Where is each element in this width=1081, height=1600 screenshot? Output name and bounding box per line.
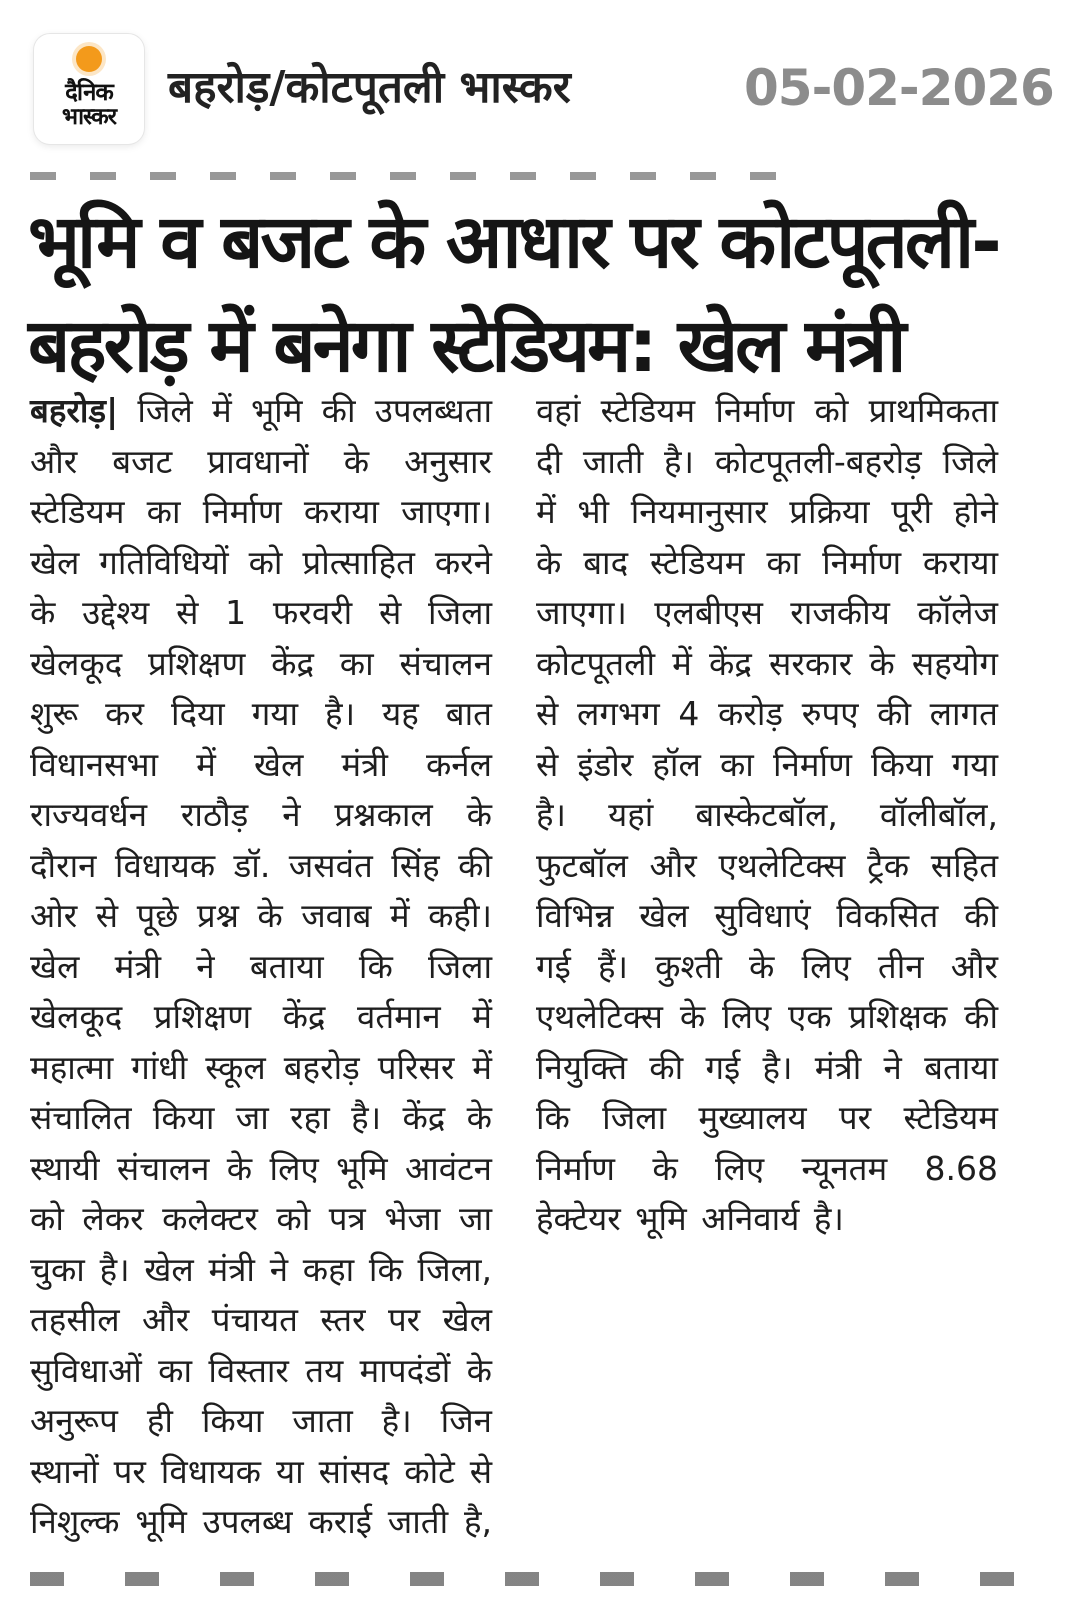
- article-text: जिले में भूमि की उपलब्धता और बजट प्रावधानों के अनुसार स्टेडियम का निर्माण कराया जाएगा। खेल गतिविधियों को प्रोत्साहित करने के उद्देश्य से 1 फरवरी से जिला खेलकूद प्रशिक्षण केंद्र का संचालन शुरू कर दिया गया है। यह बात विधानसभा में खेल मंत्री कर्नल राज्यवर्धन राठौड़ ने प्रश्नकाल के दौरान विधायक डॉ. जसवंत सिंह की ओर से पूछे प्रश्न के जवाब में कही। खेल मंत्री ने बताया कि जिला खेलकूद प्रशिक्षण केंद्र वर्तमान में महात्मा गांधी स्कूल बहरोड़ परिसर में संचालित किया जा रहा है। केंद्र के स्थायी संचालन के लिए भूमि आवंटन को लेकर कलेक्टर को पत्र भेजा जा चुका है। खेल मंत्री ने कहा कि जिला, तहसील और पंचायत स्तर पर खेल सुविधाओं का विस्तार तय मापदंडों के अनुरूप ही किया जाता है। जिन स्थानों पर विधायक या सांसद कोटे से निशुल्क भूमि उपलब्ध कराई जाती है, वहां स्टेडियम निर्माण को प्राथमिकता दी जाती है। कोटपूतली-बहरोड़ जिले में भी नियमानुसार प्रक्रिया पूरी होने के बाद स्टेडियम का निर्माण कराया जाएगा। एलबीएस राजकीय कॉलेज कोटपूतली में केंद्र सरकार के सहयोग से लगभग 4 करोड़ रुपए की लागत से इंडोर हॉल का निर्माण किया गया है। यहां बास्केटबॉल, वॉलीबॉल, फुटबॉल और एथलेटिक्स ट्रैक सहित विभिन्न खेल सुविधाएं विकसित की गई हैं। कुश्ती के लिए तीन और एथलेटिक्स के लिए एक प्रशिक्षक की नियुक्ति की गई है। मंत्री ने बताया कि जिला मुख्यालय पर स्टेडियम निर्माण के लिए न्यूनतम 8.68 हेक्टेयर भूमि अनिवार्य है।: [30, 391, 998, 1541]
- sun-icon: [76, 46, 102, 72]
- edition-title: बहरोड़/कोटपूतली भास्कर: [168, 62, 571, 113]
- article-dateline: बहरोड़|: [30, 391, 119, 430]
- edition-date: 05-02-2026: [744, 59, 1054, 117]
- clipping-top-edge: [30, 172, 810, 180]
- newspaper-logo: [34, 34, 144, 144]
- article-body: [30, 386, 998, 1556]
- logo-text-line1: दैनिक: [65, 78, 113, 106]
- clipping-bottom-edge: [30, 1572, 1030, 1586]
- logo-text-line2: भास्कर: [61, 104, 117, 130]
- source-header: [0, 0, 1081, 165]
- article-headline: भूमि व बजट के आधार पर कोटपूतली-बहरोड़ में बनेगा स्टेडियम: खेल मंत्री: [28, 199, 999, 389]
